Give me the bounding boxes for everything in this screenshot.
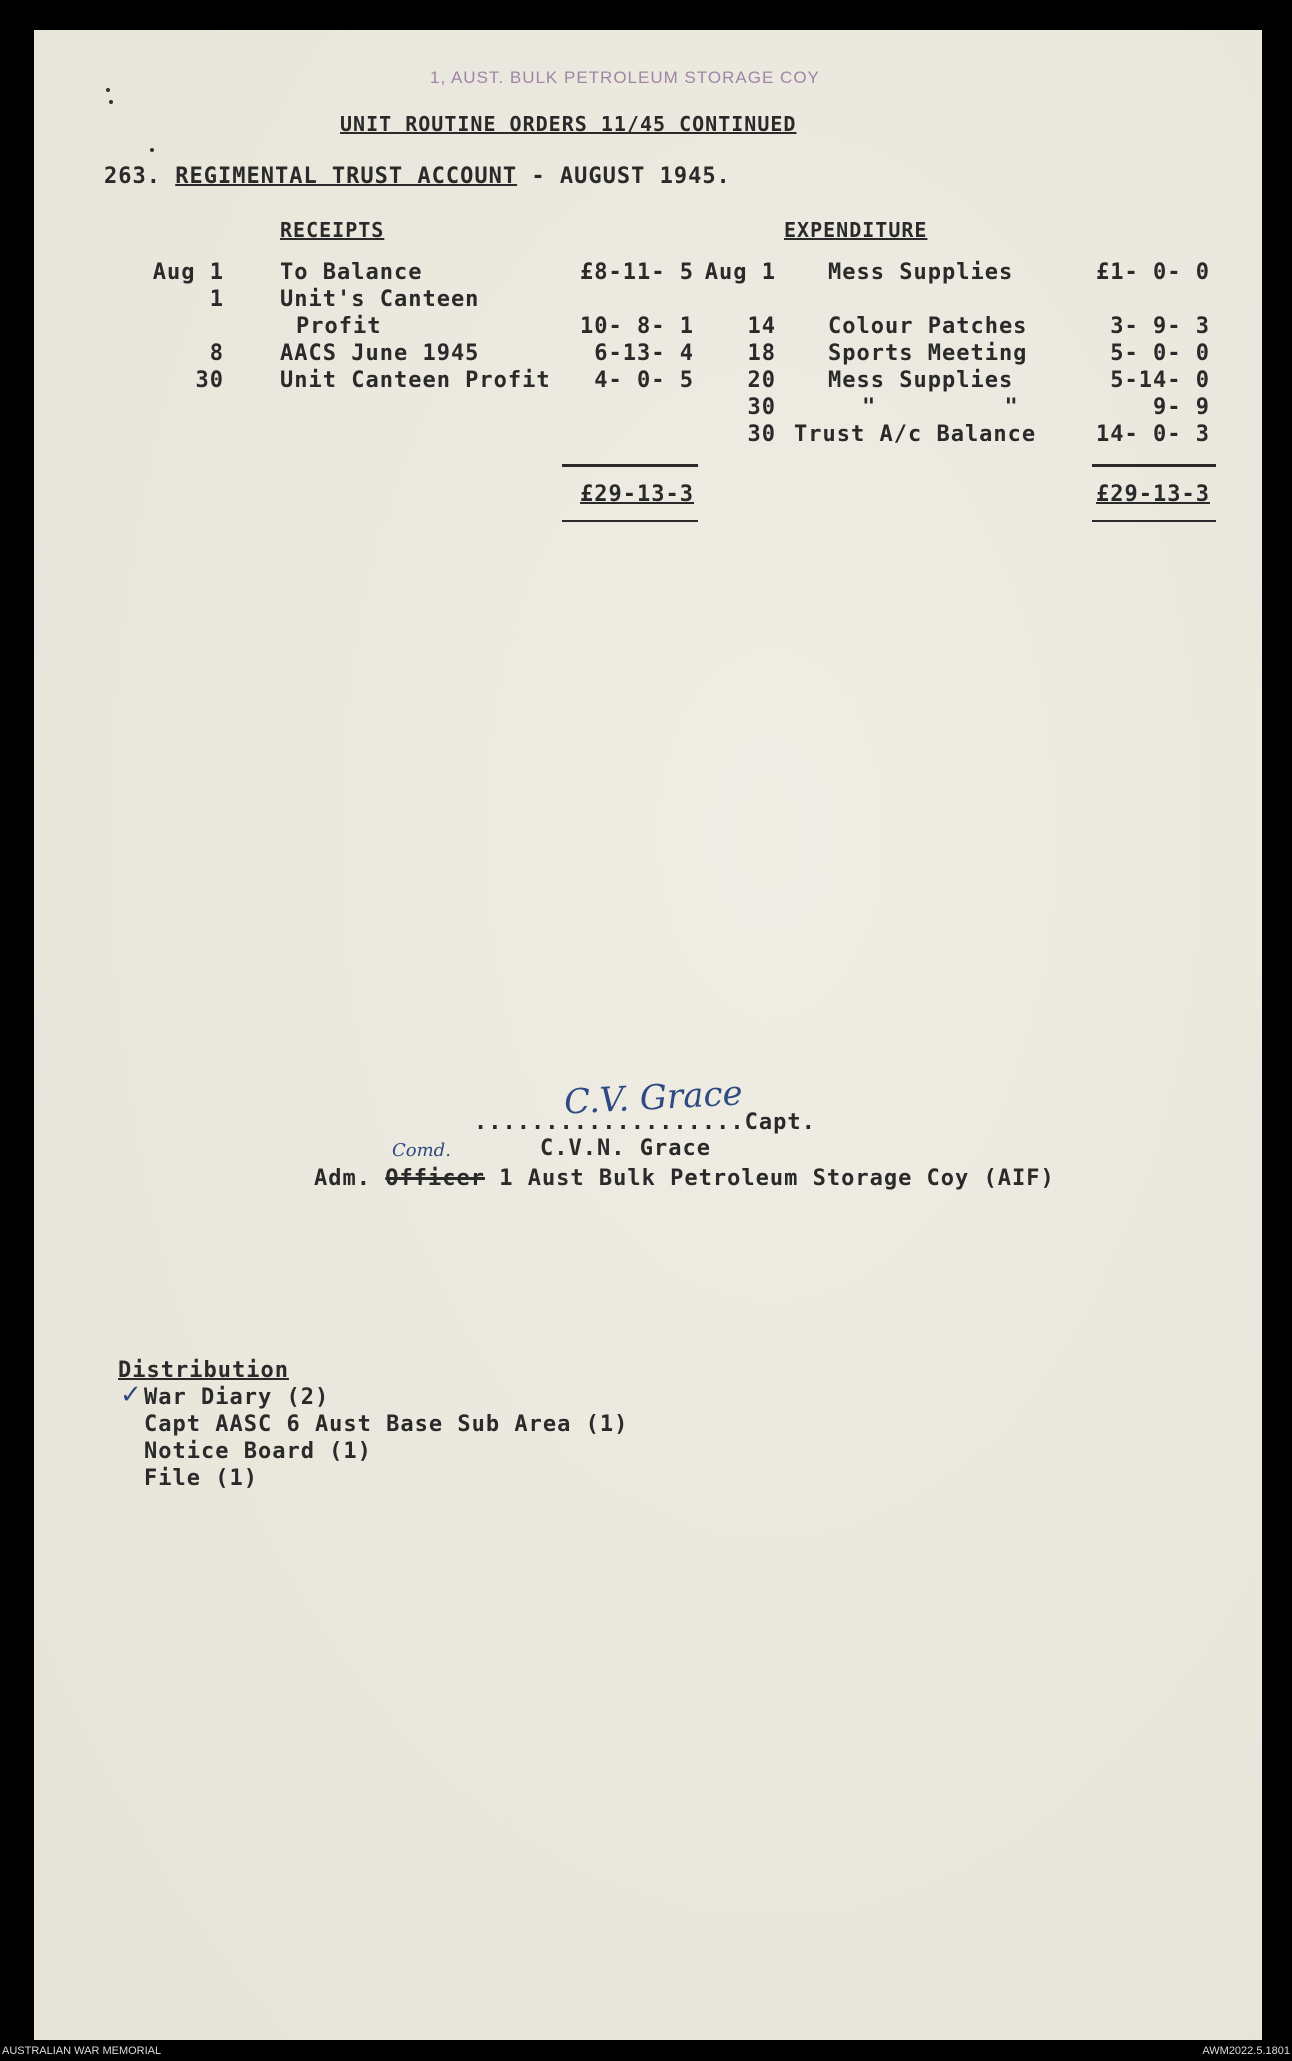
signature-line: ...................Capt. <box>474 1110 816 1135</box>
expenditure-desc: Trust A/c Balance <box>794 422 1037 447</box>
expenditure-amount: 9- 9 <box>1153 395 1210 420</box>
receipt-desc: Unit's Canteen <box>280 287 480 312</box>
expenditure-total: £29-13-3 <box>1096 482 1210 507</box>
punch-mark <box>150 148 154 152</box>
receipt-date: 1 <box>209 287 224 312</box>
punch-mark <box>109 100 113 104</box>
expenditure-date: 30 <box>747 395 776 420</box>
expenditure-amount: 3- 9- 3 <box>1110 314 1210 339</box>
handwritten-signature: C.V. Grace <box>563 1073 744 1123</box>
document-page <box>34 30 1262 2040</box>
expenditure-amount: 5-14- 0 <box>1110 368 1210 393</box>
role-prefix: Adm. <box>314 1166 371 1191</box>
order-header: UNIT ROUTINE ORDERS 11/45 CONTINUED <box>340 112 797 136</box>
receipts-double-rule <box>562 520 698 522</box>
receipt-amount: 4- 0- 5 <box>594 368 694 393</box>
item-number: 263. <box>104 164 161 189</box>
expenditure-desc: Mess Supplies <box>828 368 1014 393</box>
receipts-total: £29-13-3 <box>580 482 694 507</box>
expenditure-amount: £1- 0- 0 <box>1096 260 1210 285</box>
footer-right: AWM2022.5.1801 <box>1202 2045 1290 2057</box>
receipts-heading: RECEIPTS <box>280 218 385 242</box>
expenditure-amount: 14- 0- 3 <box>1096 422 1210 447</box>
expenditure-date: 14 <box>747 314 776 339</box>
receipt-amount: £8-11- 5 <box>580 260 694 285</box>
check-icon: ✓ <box>120 1380 142 1410</box>
distribution-item: War Diary (2) <box>144 1385 330 1410</box>
receipt-desc: Profit <box>296 314 382 339</box>
receipt-amount: 10- 8- 1 <box>580 314 694 339</box>
punch-mark <box>106 88 110 92</box>
expenditure-desc: " " <box>862 395 1019 420</box>
role-struck: Officer <box>385 1166 485 1191</box>
signatory-name: C.V.N. Grace <box>540 1136 711 1161</box>
item-title: REGIMENTAL TRUST ACCOUNT <box>175 164 518 189</box>
expenditure-date: 18 <box>747 341 776 366</box>
distribution-item: Notice Board (1) <box>144 1439 372 1464</box>
footer-left: AUSTRALIAN WAR MEMORIAL <box>2 2045 162 2057</box>
item-heading <box>104 164 731 189</box>
receipt-desc: AACS June 1945 <box>280 341 480 366</box>
expenditure-total-rule <box>1092 464 1216 467</box>
expenditure-desc: Colour Patches <box>828 314 1028 339</box>
receipts-total-rule <box>562 464 698 467</box>
receipt-date: Aug 1 <box>152 260 224 285</box>
unit-stamp: 1, AUST. BULK PETROLEUM STORAGE COY <box>430 68 820 87</box>
expenditure-desc: Mess Supplies <box>828 260 1014 285</box>
receipt-date: 8 <box>209 341 224 366</box>
receipt-amount: 6-13- 4 <box>594 341 694 366</box>
role-correction: Comd. <box>392 1140 451 1161</box>
expenditure-date: 20 <box>747 368 776 393</box>
expenditure-heading: EXPENDITURE <box>784 218 928 242</box>
expenditure-date: 30 <box>747 422 776 447</box>
receipt-date: 30 <box>195 368 224 393</box>
distribution-heading: Distribution <box>118 1358 289 1383</box>
receipt-desc: To Balance <box>280 260 423 285</box>
distribution-item: Capt AASC 6 Aust Base Sub Area (1) <box>144 1412 629 1437</box>
unit-name: 1 Aust Bulk Petroleum Storage Coy (AIF) <box>499 1166 1055 1191</box>
expenditure-date: Aug 1 <box>704 260 776 285</box>
expenditure-amount: 5- 0- 0 <box>1110 341 1210 366</box>
item-suffix: - AUGUST 1945. <box>531 164 731 189</box>
receipt-desc: Unit Canteen Profit <box>280 368 551 393</box>
signatory-role <box>314 1166 1055 1191</box>
distribution-item: File (1) <box>144 1466 258 1491</box>
expenditure-double-rule <box>1092 520 1216 522</box>
expenditure-desc: Sports Meeting <box>828 341 1028 366</box>
